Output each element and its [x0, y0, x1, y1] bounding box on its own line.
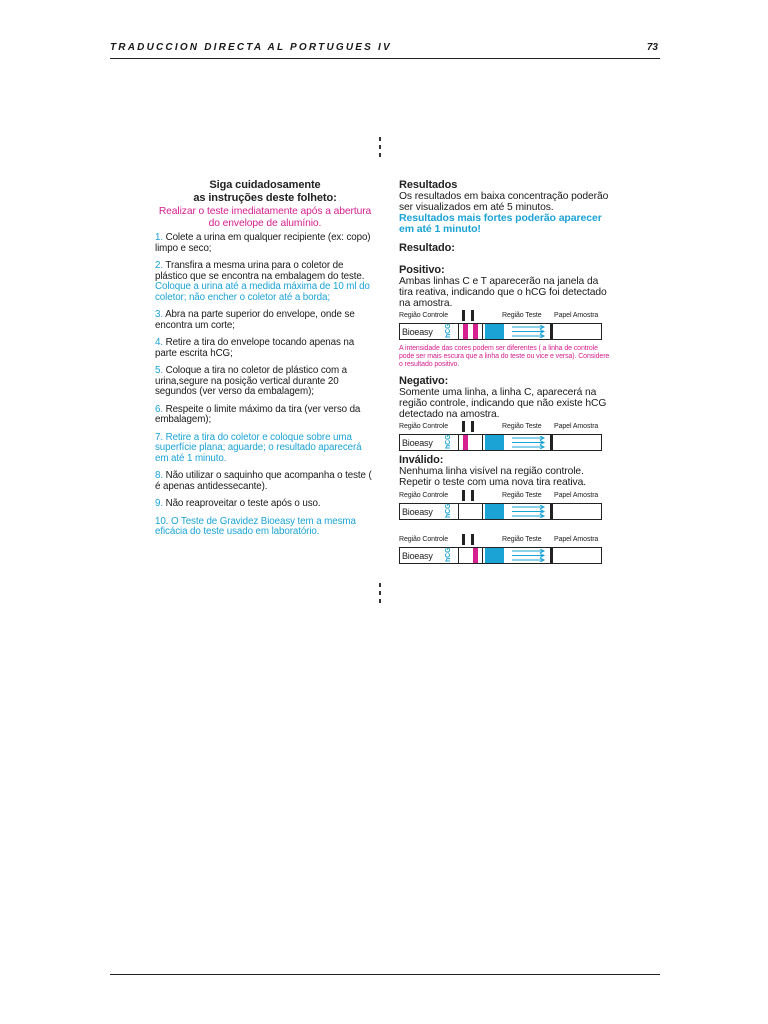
page-number: 73 [646, 42, 658, 53]
control-region-label: Região Controle [399, 492, 449, 499]
sample-marker [550, 504, 553, 519]
page-header [110, 42, 658, 58]
instruction-item: 6. Respeite o limite máximo da tira (ver verso da embalagem); [155, 403, 361, 425]
sample-marker [550, 435, 553, 450]
positive-text: Ambas linhas C e T aparecerão na janela da tira reativa, indicando que o hCG foi detectado na amostra. [399, 276, 607, 309]
reaction-pad [485, 548, 504, 563]
instructions-column [155, 179, 375, 538]
flow-arrows-icon [512, 436, 546, 449]
sample-paper-label: Papel Amostra [554, 312, 599, 319]
instruction-item: 1. Colete a urina em qualquer recipiente (ex: copo) limpo e seco; [155, 232, 371, 254]
header-rule [110, 58, 660, 59]
positive-title: Positivo: [399, 264, 445, 276]
results-highlight: Resultados mais fortes poderão aparecer em até 1 minuto! [399, 212, 602, 235]
strip-positive [399, 311, 614, 353]
results-column [399, 179, 614, 577]
test-strip [399, 434, 602, 451]
cut-mark-bottom [379, 583, 381, 607]
hcg-label: hCG [445, 323, 452, 338]
test-strip [399, 503, 602, 520]
brand-logo: Bioeasy [402, 551, 433, 561]
results-title: Resultados [399, 179, 458, 191]
negative-title: Negativo: [399, 375, 449, 387]
strip-negative [399, 422, 614, 464]
strip-divider [482, 504, 483, 519]
running-title: TRADUCCION DIRECTA AL PORTUGUES IV [110, 42, 392, 53]
strip-invalid-2 [399, 535, 614, 577]
marker-t [471, 490, 474, 501]
footer-rule [110, 974, 660, 975]
instruction-item: 10. O Teste de Gravidez Bioeasy tem a mesma eficácia do teste usado em laboratório. [155, 515, 356, 537]
instruction-item: 2. Transfira a mesma urina para o coletor de plástico que se encontra na embalagem do teste. Coloque a urina até a medida máxima de 10 ml do coletor; não encher o coletor até a borda; [155, 260, 370, 303]
strip-invalid-1 [399, 491, 614, 533]
sample-marker [550, 324, 553, 339]
hcg-label: hCG [445, 547, 452, 562]
test-strip [399, 323, 602, 340]
instructions-intro: Realizar o teste imediatamente após a abertura do envelope de alumínio. [158, 206, 372, 229]
flow-arrows-icon [512, 549, 546, 562]
strip-divider [458, 324, 459, 339]
control-line [463, 324, 468, 339]
results-text: Os resultados em baixa concentração poderão ser visualizados em até 5 minutos. [399, 191, 609, 213]
marker-t [471, 421, 474, 432]
instruction-item: 5. Coloque a tira no coletor de plástico com a urina,segure na posição vertical durante 20 segundos (ver verso da embalagem); [155, 365, 348, 397]
instructions-title-1: Siga cuidadosamente [209, 179, 321, 191]
test-region-label: Região Teste [502, 312, 542, 319]
test-strip [399, 547, 602, 564]
strip-divider [482, 548, 483, 563]
instruction-item: 7. Retire a tira do coletor e coloque sobre uma superfície plana; aguarde; o resultado aparecerá em até 1 minuto. [155, 431, 362, 464]
instruction-item: 9. Não reaproveitar o teste após o uso. [155, 498, 321, 509]
test-line [473, 324, 478, 339]
marker-c [462, 534, 465, 545]
control-region-label: Região Controle [399, 423, 449, 430]
sample-marker [550, 548, 553, 563]
sample-paper-label: Papel Amostra [554, 423, 599, 430]
marker-t [471, 310, 474, 321]
strip-divider [458, 548, 459, 563]
control-line [463, 435, 468, 450]
test-region-label: Região Teste [502, 423, 542, 430]
positive-note: A intensidade das cores podem ser diferentes ( a linha de controle pode ser mais escura que a linha do teste ou vice e versa). Considere o resultado positivo. [399, 345, 610, 368]
result-label: Resultado: [399, 242, 455, 254]
test-region-label: Região Teste [502, 492, 542, 499]
brand-logo: Bioeasy [402, 507, 433, 517]
flow-arrows-icon [512, 505, 546, 518]
marker-t [471, 534, 474, 545]
invalid-text: Nenhuma linha visível na região controle. Repetir o teste com uma nova tira reativa. [399, 466, 586, 488]
marker-c [462, 490, 465, 501]
test-region-label: Região Teste [502, 536, 542, 543]
flow-arrows-icon [512, 325, 546, 338]
sample-paper-label: Papel Amostra [554, 492, 599, 499]
cut-mark-top [379, 137, 381, 161]
reaction-pad [485, 324, 504, 339]
control-region-label: Região Controle [399, 536, 449, 543]
control-region-label: Região Controle [399, 312, 449, 319]
marker-c [462, 421, 465, 432]
negative-text: Somente uma linha, a linha C, aparecerá na região controle, indicando que não existe hCG detectado na amostra. [399, 387, 607, 420]
instruction-item: 4. Retire a tira do envelope tocando apenas na parte escrita hCG; [155, 337, 355, 359]
reaction-pad [485, 504, 504, 519]
reaction-pad [485, 435, 504, 450]
marker-c [462, 310, 465, 321]
hcg-label: hCG [445, 503, 452, 518]
instruction-item: 8. Não utilizar o saquinho que acompanha o teste ( é apenas antidessecante). [155, 470, 372, 492]
invalid-title: Inválido: [399, 454, 444, 466]
test-line [473, 548, 478, 563]
strip-divider [482, 324, 483, 339]
strip-divider [458, 435, 459, 450]
sample-paper-label: Papel Amostra [554, 536, 599, 543]
instruction-item: 3. Abra na parte superior do envelope, onde se encontra um corte; [155, 309, 355, 331]
brand-logo: Bioeasy [402, 438, 433, 448]
strip-divider [482, 435, 483, 450]
hcg-label: hCG [445, 434, 452, 449]
strip-divider [458, 504, 459, 519]
brand-logo: Bioeasy [402, 327, 433, 337]
instructions-title-2: as instruções deste folheto: [193, 192, 337, 204]
